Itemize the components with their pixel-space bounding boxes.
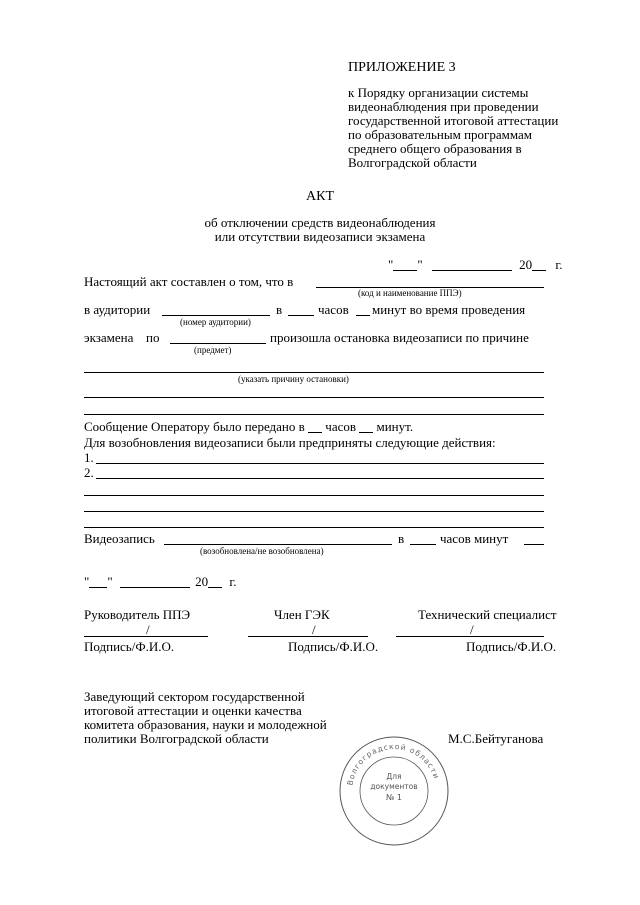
signature-caption-1: Подпись/Ф.И.О. — [84, 639, 175, 654]
action-line-5[interactable] — [84, 527, 544, 528]
signature-caption-2: Подпись/Ф.И.О. — [288, 639, 379, 654]
act-subtitle-1: об отключении средств видеонаблюдения — [204, 215, 436, 230]
room-label: в аудитории — [84, 302, 151, 317]
role-tech-specialist: Технический специалист — [418, 607, 557, 622]
appendix-line-6: Волгоградской области — [348, 155, 477, 170]
stamp-center-line-2: документов — [370, 782, 418, 791]
date-day-field[interactable] — [393, 258, 417, 271]
exam-label: экзамена — [84, 330, 134, 345]
video-time-label: часов минут — [440, 531, 509, 546]
sign-date-month-field[interactable] — [120, 575, 190, 588]
operator-message: Сообщение Оператору было передано в часов минут. — [84, 419, 414, 434]
stop-hours-field[interactable] — [288, 315, 314, 316]
appendix-line-2: видеонаблюдения при проведении — [348, 99, 539, 114]
room-in-label: в — [276, 302, 283, 317]
room-field[interactable] — [162, 315, 270, 316]
reason-line-2[interactable] — [84, 397, 544, 398]
appendix-line-1: к Порядку организации системы — [348, 85, 529, 100]
action-1-number: 1. — [84, 450, 94, 465]
appendix-title: ПРИЛОЖЕНИЕ 3 — [348, 60, 456, 75]
stop-hours-label: часов — [318, 302, 349, 317]
appendix-line-5: среднего общего образования в — [348, 141, 522, 156]
ppe-hint: (код и наименование ППЭ) — [358, 288, 462, 298]
signature-field-gek[interactable] — [248, 636, 368, 637]
signature-sep-2: / — [312, 622, 316, 637]
room-hint: (номер аудитории) — [180, 317, 251, 327]
reason-line-1[interactable] — [84, 372, 544, 373]
role-ppe-head: Руководитель ППЭ — [84, 607, 191, 622]
video-hint: (возобновлена/не возобновлена) — [200, 546, 324, 556]
action-1-field[interactable] — [96, 463, 544, 464]
stamp-center-line-1: Для — [386, 772, 402, 781]
action-2-number: 2. — [84, 465, 94, 480]
action-line-4[interactable] — [84, 511, 544, 512]
video-in-label: в — [398, 531, 405, 546]
date-month-field[interactable] — [432, 258, 512, 271]
act-intro-text: Настоящий акт составлен о том, что в — [84, 274, 294, 289]
act-subtitle-2: или отсутствии видеозаписи экзамена — [214, 229, 426, 244]
footer-line-2: итоговой аттестации и оценки качества — [84, 703, 302, 718]
date-year-field[interactable] — [532, 258, 546, 271]
footer-line-4: политики Волгоградской области — [84, 731, 269, 746]
sign-date: " " 20 г. — [84, 574, 237, 589]
video-minutes-field[interactable] — [524, 544, 544, 545]
role-gek-member: Член ГЭК — [274, 607, 330, 622]
operator-hours-field[interactable] — [308, 420, 322, 433]
reason-hint: (указать причину остановки) — [238, 374, 349, 384]
actions-title: Для возобновления видеозаписи были предприняты следующие действия: — [84, 435, 496, 450]
stop-minutes-label: минут во время проведения — [372, 302, 526, 317]
sign-date-day-field[interactable] — [89, 575, 107, 588]
stamp-ring-text: Волгоградской области — [345, 741, 442, 787]
footer-line-3: комитета образования, науки и молодежной — [84, 717, 327, 732]
appendix-line-3: государственной итоговой аттестации — [348, 113, 559, 128]
stop-reason-label: произошла остановка видеозаписи по причине — [270, 330, 529, 345]
reason-line-3[interactable] — [84, 414, 544, 415]
act-date: " " 20 г. — [388, 257, 563, 272]
subject-po-label: по — [146, 330, 160, 345]
action-2-field[interactable] — [96, 478, 544, 479]
signature-sep-3: / — [470, 622, 474, 637]
sign-date-year-field[interactable] — [208, 575, 222, 588]
video-label: Видеозапись — [84, 531, 155, 546]
operator-minutes-field[interactable] — [359, 420, 373, 433]
signature-sep-1: / — [146, 622, 150, 637]
appendix-line-4: по образовательным программам — [348, 127, 533, 142]
act-title: АКТ — [306, 189, 334, 204]
stamp-center-line-3: № 1 — [386, 793, 402, 802]
stop-minutes-field[interactable] — [356, 315, 370, 316]
video-status-field[interactable] — [164, 544, 392, 545]
footer-line-1: Заведующий сектором государственной — [84, 689, 305, 704]
signature-caption-3: Подпись/Ф.И.О. — [466, 639, 557, 654]
video-hours-field[interactable] — [410, 544, 436, 545]
action-line-3[interactable] — [84, 495, 544, 496]
footer-name: М.С.Бейтуганова — [448, 731, 544, 746]
subject-field[interactable] — [170, 343, 266, 344]
subject-hint: (предмет) — [194, 345, 232, 355]
official-stamp — [338, 735, 450, 847]
